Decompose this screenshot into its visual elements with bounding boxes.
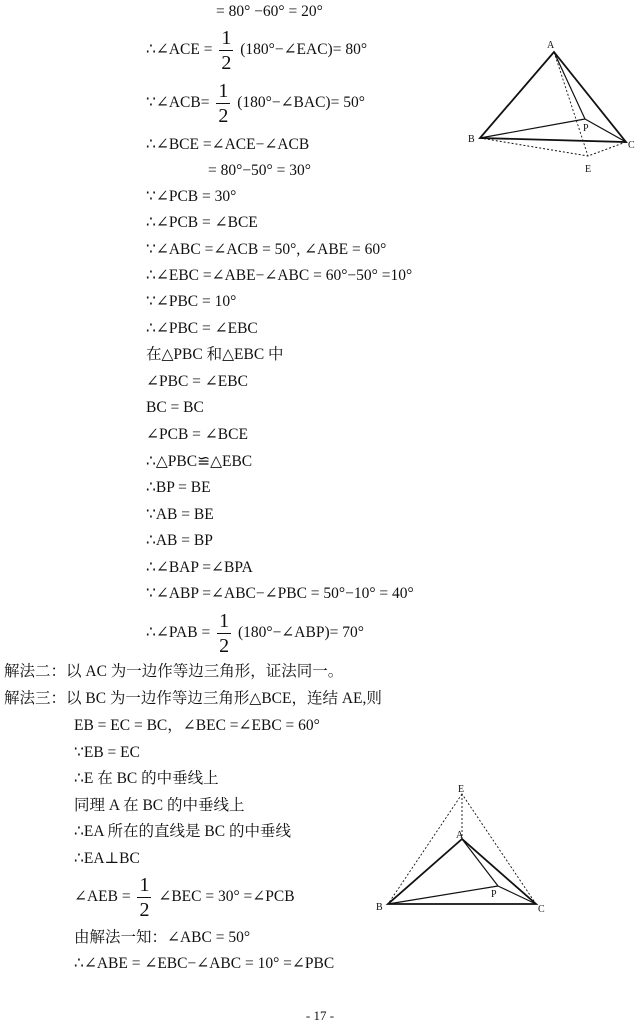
figure-triangle-abc-with-e [460,38,640,183]
line-aeb [74,874,295,920]
fraction-numerator: 1 [218,79,229,102]
fraction-numerator: 1 [139,873,150,896]
line-19: ∵AB = BE [146,506,214,523]
label-a: A [456,830,464,841]
line-35: 由解法一知：∠ABC = 50° [74,929,251,946]
fraction-denominator: 2 [139,898,150,921]
label-c: C [628,140,635,151]
segment-bp [480,119,585,138]
line-22: ∵∠ABP =∠ABC−∠PBC = 50°−10° = 40° [146,585,414,602]
line-17: ∴△PBC≌△EBC [146,453,253,470]
line-36: ∴∠ABE = ∠EBC−∠ABC = 10° =∠PBC [74,955,335,972]
line-8: ∴∠PCB = ∠BCE [146,214,258,231]
segment-cp [498,886,536,904]
line-31: ∴EA 所在的直线是 BC 的中垂线 [74,823,291,840]
line-6: = 80°−50° = 30° [208,162,311,179]
label-e: E [458,784,465,795]
page-number: - 17 - [305,1008,335,1023]
line-29: ∴E 在 BC 的中垂线上 [74,770,219,787]
line-14: ∠PBC = ∠EBC [146,373,248,390]
line-18: ∴BP = BE [146,479,211,496]
line-acb [146,80,365,126]
figure-triangle-bce-with-a [370,782,560,932]
line-10: ∴∠EBC =∠ABE−∠ABC = 60°−50° =10° [146,267,413,284]
fraction-half [219,28,233,73]
label-p: P [583,123,589,134]
fraction-half [137,875,151,920]
line-16: ∠PCB = ∠BCE [146,426,248,443]
line-aeb-lhs: ∠AEB = [74,888,131,905]
line-30: 同理 A 在 BC 的中垂线上 [74,797,245,814]
fraction-denominator: 2 [219,634,230,657]
label-a: A [547,40,555,51]
line-acb-lhs: ∵∠ACB= [146,94,210,111]
segment-ap [462,839,498,886]
segment-cp [585,119,626,142]
label-b: B [468,134,475,145]
line-11: ∵∠PBC = 10° [146,293,237,310]
fraction-numerator: 1 [221,26,232,49]
line-28: ∵EB = EC [74,744,140,761]
label-e: E [585,164,592,175]
line-ace-lhs: ∴∠ACE = [146,41,213,58]
fraction-denominator: 2 [218,104,229,127]
line-7: ∵∠PCB = 30° [146,188,237,205]
line-32: ∴EA⊥BC [74,850,140,867]
line-27: EB = EC = BC，∠BEC =∠EBC = 60° [74,717,320,734]
fraction-half [216,81,230,126]
segment-ce [588,142,626,156]
fraction-half [217,611,231,656]
line-15: BC = BC [146,399,204,416]
line-12: ∴∠PBC = ∠EBC [146,320,258,337]
label-c: C [538,904,545,915]
line-9: ∵∠ABC =∠ACB = 50°, ∠ABE = 60° [146,241,387,258]
line-20: ∴AB = BP [146,532,213,549]
line-aeb-rhs: ∠BEC = 30° =∠PCB [158,888,295,905]
line-pab-rhs: (180°−∠ABP)= 70° [237,624,364,641]
label-p: P [491,889,497,900]
line-5: ∴∠BCE =∠ACE−∠ACB [146,136,310,153]
line-pab-lhs: ∴∠PAB = [146,624,211,641]
line-0: = 80° −60° = 20° [216,3,323,20]
line-ace [146,27,367,73]
line-pab [146,610,364,656]
line-13: 在△PBC 和△EBC 中 [146,346,284,363]
solution-three-heading: 解法三：以 BC 为一边作等边三角形△BCE，连结 AE,则 [4,690,382,707]
label-b: B [376,902,383,913]
line-acb-rhs: (180°−∠BAC)= 50° [237,94,365,111]
fraction-denominator: 2 [221,51,232,74]
line-ace-rhs: (180°−∠EAC)= 80° [240,41,368,58]
line-21: ∴∠BAP =∠BPA [146,559,253,576]
fraction-numerator: 1 [219,609,230,632]
triangle-abc [480,52,626,142]
solution-two-heading: 解法二：以 AC 为一边作等边三角形，证法同一。 [4,663,344,680]
